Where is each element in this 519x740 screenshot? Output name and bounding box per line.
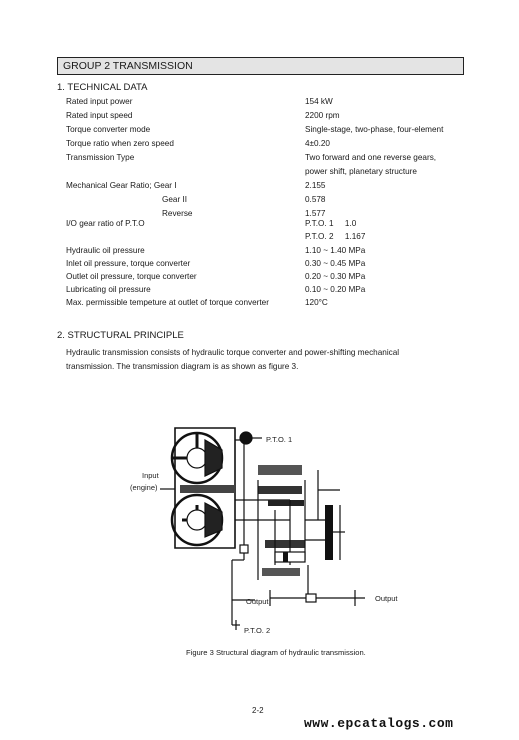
spec-value: 0.10 ~ 0.20 MPa xyxy=(305,285,366,294)
spec-value: Single-stage, two-phase, four-element xyxy=(305,125,444,134)
spec-label: Rated input power xyxy=(66,97,133,106)
figure-caption: Figure 3 Structural diagram of hydraulic transmission. xyxy=(186,648,366,657)
spec-label: Hydraulic oil pressure xyxy=(66,246,145,255)
spec-label: Rated input speed xyxy=(66,111,133,120)
spec-value: 4±0.20 xyxy=(305,139,330,148)
paragraph-line: Hydraulic transmission consists of hydraulic torque converter and power-shifting mechanical xyxy=(66,348,400,357)
group-title: GROUP 2 TRANSMISSION xyxy=(57,57,464,75)
input-engine-label: (engine) xyxy=(130,483,158,492)
spec-label: Outlet oil pressure, torque converter xyxy=(66,272,197,281)
spec-label: Torque ratio when zero speed xyxy=(66,139,174,148)
section1-heading: 1. TECHNICAL DATA xyxy=(57,82,148,93)
spec-label: Reverse xyxy=(162,209,193,218)
spec-label: Transmission Type xyxy=(66,153,135,162)
spec-value: Two forward and one reverse gears, xyxy=(305,153,437,162)
input-label: Input xyxy=(142,471,159,480)
spec-value: 1.577 xyxy=(305,209,326,218)
spec-value: P.T.O. 1 1.0 xyxy=(305,219,357,228)
spec-label: Max. permissible tempeture at outlet of torque converter xyxy=(66,298,269,307)
spec-value: 2.155 xyxy=(305,181,326,190)
pto2-label: P.T.O. 2 xyxy=(244,626,271,635)
section2-heading: 2. STRUCTURAL PRINCIPLE xyxy=(57,330,184,341)
spec-value: 0.30 ~ 0.45 MPa xyxy=(305,259,366,268)
spec-value: 154 kW xyxy=(305,97,333,106)
spec-label: Lubricating oil pressure xyxy=(66,285,151,294)
spec-label: Mechanical Gear Ratio; Gear I xyxy=(66,181,177,190)
spec-value: 1.10 ~ 1.40 MPa xyxy=(305,246,366,255)
output-left-label: Output xyxy=(246,597,269,606)
spec-label: Inlet oil pressure, torque converter xyxy=(66,259,191,268)
spec-value: 0.20 ~ 0.30 MPa xyxy=(305,272,366,281)
page-number: 2-2 xyxy=(252,706,264,715)
spec-value: 2200 rpm xyxy=(305,111,340,120)
spec-value: 0.578 xyxy=(305,195,326,204)
spec-label: Gear II xyxy=(162,195,188,204)
spec-value: P.T.O. 2 1.167 xyxy=(305,232,366,241)
spec-value: 120°C xyxy=(305,298,328,307)
pto1-label: P.T.O. 1 xyxy=(266,435,293,444)
spec-label: I/O gear ratio of P.T.O xyxy=(66,219,145,228)
spec-value: power shift, planetary structure xyxy=(305,167,417,176)
output-right-label: Output xyxy=(375,594,398,603)
spec-label: Torque converter mode xyxy=(66,125,151,134)
watermark: www.epcatalogs.com xyxy=(304,716,454,731)
paragraph-line: transmission. The transmission diagram is as shown as figure 3. xyxy=(66,362,299,371)
